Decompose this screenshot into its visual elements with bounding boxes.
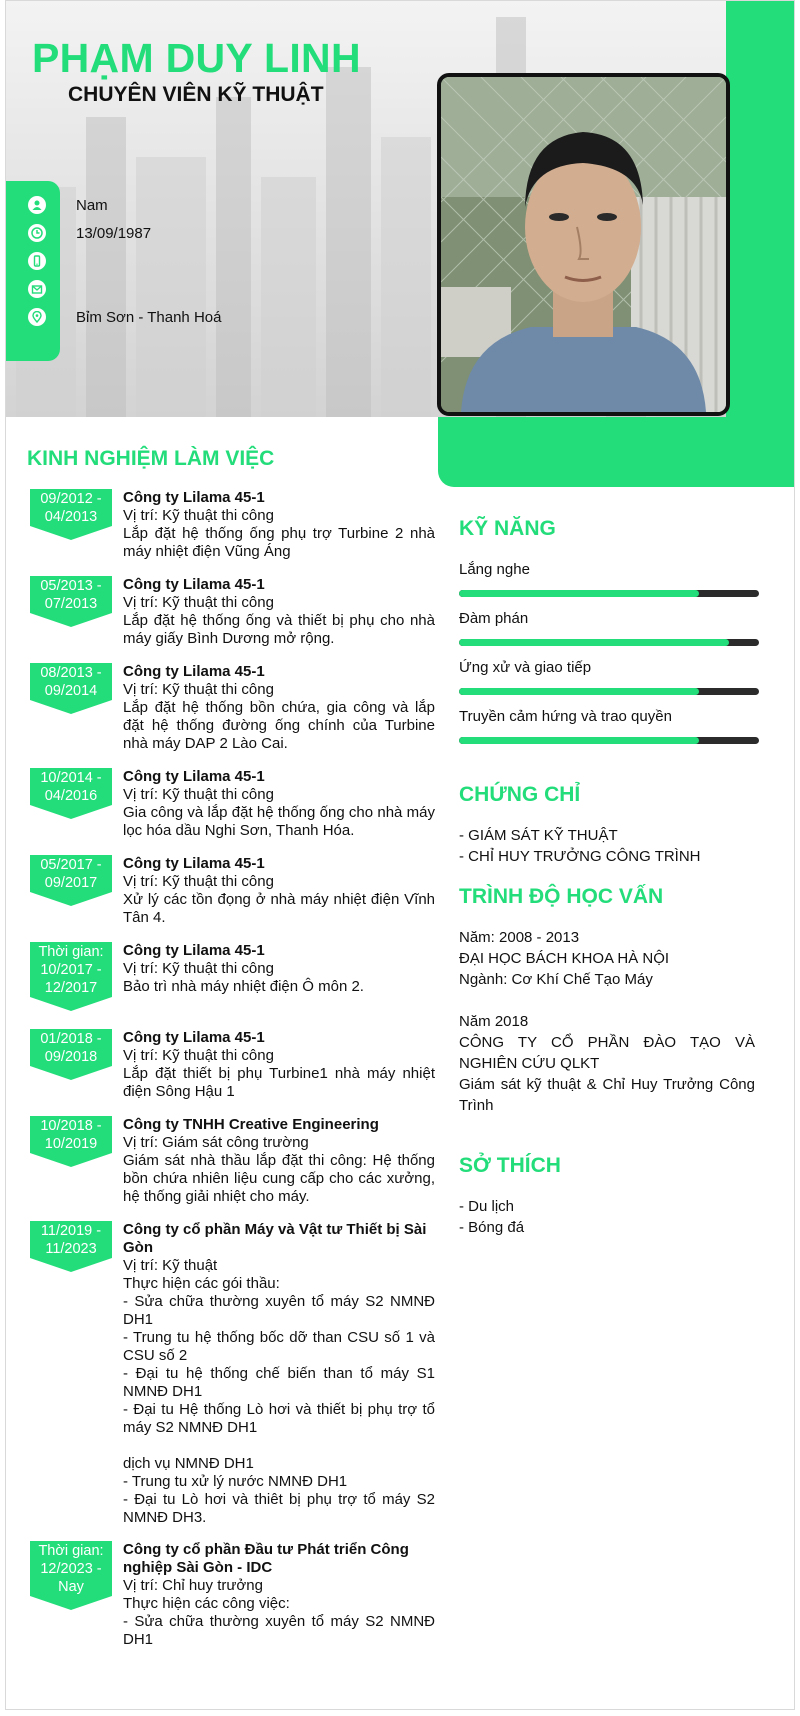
experience-date-line: 07/2013 (44, 596, 98, 612)
experience-description: - Đại tu hệ thống chế biến than tổ máy S1 NMNĐ DH1 (123, 1365, 435, 1400)
education-line: Ngành: Cơ Khí Chế Tạo Máy (459, 971, 653, 988)
skill-level-bar (459, 590, 759, 597)
gender-value: Nam (76, 197, 108, 214)
experience-company: Công ty Lilama 45-1 (123, 576, 265, 593)
experience-details (123, 855, 435, 927)
skills-heading: KỸ NĂNG (459, 517, 556, 540)
experience-description: - Sửa chữa thường xuyên tổ máy S2 NMNĐ DH1 (123, 1613, 435, 1648)
experience-details (123, 1029, 435, 1101)
experience-date-tag (30, 489, 112, 526)
experience-description: Thực hiện các công việc: (123, 1595, 290, 1612)
education-line: Năm 2018 (459, 1013, 529, 1030)
candidate-name: PHẠM DUY LINH (32, 35, 361, 81)
personal-info-bar (6, 181, 60, 361)
experience-position: Vị trí: Kỹ thuật thi công (123, 786, 274, 803)
experience-description: Gia công và lắp đặt hệ thống ống cho nhà máy lọc hóa dầu Nghi Sơn, Thanh Hóa. (123, 804, 435, 839)
certificates-list (459, 825, 755, 867)
experience-details (123, 576, 435, 648)
education-heading: TRÌNH ĐỘ HỌC VẤN (459, 885, 664, 908)
experience-date-line: 08/2013 - (40, 665, 102, 681)
hobby-item: - Bóng đá (459, 1219, 525, 1236)
experience-date-tag (30, 1029, 112, 1066)
experience-date-tag (30, 1221, 112, 1258)
experience-date-line: 04/2013 (44, 509, 98, 525)
profile-photo (437, 73, 730, 416)
experience-company: Công ty TNHH Creative Engineering (123, 1116, 379, 1133)
education-line: ĐẠI HỌC BÁCH KHOA HÀ NỘI (459, 950, 670, 967)
experience-date-line: 09/2014 (44, 683, 98, 699)
experience-position: Vị trí: Chỉ huy trưởng (123, 1577, 263, 1594)
experience-position: Vị trí: Kỹ thuật thi công (123, 960, 274, 977)
experience-description: Lắp đặt hệ thống ống và thiết bị phụ cho nhà máy giấy Bình Dương mở rộng. (123, 612, 435, 647)
experience-date-tag (30, 576, 112, 613)
education-line (459, 990, 755, 1011)
user-icon (28, 196, 46, 214)
experience-position: Vị trí: Kỹ thuật thi công (123, 1047, 274, 1064)
skill-level-bar (459, 737, 759, 744)
candidate-title: CHUYÊN VIÊN KỸ THUẬT (68, 83, 324, 106)
skill-name: Đàm phán (459, 610, 529, 627)
experience-date-tag (30, 768, 112, 805)
experience-description (123, 1437, 435, 1455)
experience-date-tag (30, 942, 112, 997)
skill-level-fill (459, 639, 729, 646)
experience-description: Xử lý các tồn đọng ở nhà máy nhiệt điện Vĩnh Tân 4. (123, 891, 435, 926)
experience-date-tag (30, 663, 112, 700)
experience-date-line: 11/2019 - (40, 1223, 102, 1239)
experience-company: Công ty Lilama 45-1 (123, 489, 265, 506)
experience-description: Giám sát nhà thầu lắp đặt thi công: Hệ thống bồn chứa nhiên liệu cung cấp cho các xưởng, hệ thống giải nhiệt cho máy. (123, 1152, 435, 1205)
certificates-heading: CHỨNG CHỈ (459, 783, 581, 806)
experience-date-line: 10/2018 - (40, 1118, 102, 1134)
experience-company: Công ty Lilama 45-1 (123, 942, 265, 959)
skill-name: Ứng xử và giao tiếp (459, 659, 592, 676)
experience-date-line: 10/2014 - (40, 770, 102, 786)
experience-date-line: 05/2017 - (40, 857, 102, 873)
cv-page (5, 0, 795, 1710)
hobbies-list (459, 1196, 755, 1238)
experience-description: Bảo trì nhà máy nhiệt điện Ô môn 2. (123, 978, 364, 995)
skill-name: Lắng nghe (459, 561, 530, 578)
clock-icon (28, 224, 46, 242)
experience-details (123, 489, 435, 561)
hobby-item: - Du lịch (459, 1198, 515, 1215)
experience-description: Lắp đặt hệ thống ống phụ trợ Turbine 2 nhà máy nhiệt điện Vũng Áng (123, 525, 435, 560)
accent-block (438, 417, 795, 487)
experience-position: Vị trí: Giám sát công trường (123, 1134, 309, 1151)
experience-company: Công ty cổ phần Đầu tư Phát triển Công nghiệp Sài Gòn - IDC (123, 1541, 409, 1576)
location-icon (28, 308, 46, 326)
experience-date-line: 09/2018 (44, 1049, 98, 1065)
skill-level-fill (459, 688, 699, 695)
experience-company: Công ty cổ phần Máy và Vật tư Thiết bị Sài Gòn (123, 1221, 427, 1256)
experience-date-line: 01/2018 - (40, 1031, 102, 1047)
experience-details (123, 1221, 435, 1527)
skill-level-fill (459, 590, 699, 597)
education-list (459, 927, 755, 1116)
experience-date-line: 09/2012 - (40, 491, 102, 507)
experience-description: Lắp đặt hệ thống bồn chứa, gia công và lắp đặt hệ thống đường ống chính của Turbine nhà máy DAP 2 Lào Cai. (123, 699, 435, 752)
experience-details (123, 942, 435, 996)
experience-date-tag (30, 855, 112, 892)
skill-level-bar (459, 639, 759, 646)
experience-date-line: Nay (58, 1579, 84, 1595)
experience-description: - Trung tu xử lý nước NMNĐ DH1 (123, 1473, 348, 1490)
experience-company: Công ty Lilama 45-1 (123, 663, 265, 680)
experience-date-line: Thời gian: (38, 944, 104, 960)
certificate-item: - GIÁM SÁT KỸ THUẬT (459, 827, 618, 844)
experience-company: Công ty Lilama 45-1 (123, 1029, 265, 1046)
experience-description: Lắp đặt thiết bị phụ Turbine1 nhà máy nhiệt điện Sông Hậu 1 (123, 1065, 435, 1100)
skill-name: Truyền cảm hứng và trao quyền (459, 708, 672, 725)
experience-details (123, 1116, 435, 1206)
experience-company: Công ty Lilama 45-1 (123, 855, 265, 872)
experience-description: - Đại tu Lò hơi và thiêt bị phụ trợ tổ máy S2 NMNĐ DH3. (123, 1491, 435, 1526)
experience-details (123, 663, 435, 753)
experience-date-line: 12/2017 (44, 980, 98, 996)
experience-date-line: Thời gian: (38, 1543, 104, 1559)
phone-icon (28, 252, 46, 270)
experience-date-line: 11/2023 (45, 1241, 97, 1257)
experience-date-line: 04/2016 (44, 788, 98, 804)
birthday-value: 13/09/1987 (76, 225, 152, 242)
experience-date-line: 12/2023 - (40, 1561, 102, 1577)
experience-description: - Sửa chữa thường xuyên tổ máy S2 NMNĐ DH1 (123, 1293, 435, 1328)
experience-description: dịch vụ NMNĐ DH1 (123, 1455, 254, 1472)
education-line: Giám sát kỹ thuật & Chỉ Huy Trưởng Công Trình (459, 1076, 755, 1114)
certificate-item: - CHỈ HUY TRƯỞNG CÔNG TRÌNH (459, 848, 701, 865)
skill-level-bar (459, 688, 759, 695)
experience-company: Công ty Lilama 45-1 (123, 768, 265, 785)
experience-date-tag (30, 1541, 112, 1596)
experience-date-line: 10/2017 - (40, 962, 102, 978)
experience-position: Vị trí: Kỹ thuật thi công (123, 681, 274, 698)
experience-heading: KINH NGHIỆM LÀM VIỆC (27, 447, 275, 470)
skill-level-fill (459, 737, 699, 744)
education-line: Năm: 2008 - 2013 (459, 929, 580, 946)
experience-description: Thực hiện các gói thầu: (123, 1275, 280, 1292)
experience-date-line: 10/2019 (44, 1136, 98, 1152)
hobbies-heading: SỞ THÍCH (459, 1154, 561, 1177)
experience-position: Vị trí: Kỹ thuật thi công (123, 507, 274, 524)
experience-date-line: 05/2013 - (40, 578, 102, 594)
experience-date-tag (30, 1116, 112, 1153)
experience-position: Vị trí: Kỹ thuật (123, 1257, 218, 1274)
mail-icon (28, 280, 46, 298)
experience-details (123, 768, 435, 840)
experience-description: - Đại tu Hệ thống Lò hơi và thiết bị phụ trợ tổ máy S2 NMNĐ DH1 (123, 1401, 435, 1436)
experience-description: - Trung tu hệ thống bốc dỡ than CSU số 1 và CSU số 2 (123, 1329, 435, 1364)
experience-details (123, 1541, 435, 1649)
experience-position: Vị trí: Kỹ thuật thi công (123, 873, 274, 890)
address-value: Bỉm Sơn - Thanh Hoá (76, 309, 222, 326)
experience-date-line: 09/2017 (44, 875, 98, 891)
experience-position: Vị trí: Kỹ thuật thi công (123, 594, 274, 611)
accent-column (726, 1, 795, 487)
education-line: CÔNG TY CỔ PHẦN ĐÀO TẠO VÀ NGHIÊN CỨU QLKT (459, 1034, 755, 1072)
